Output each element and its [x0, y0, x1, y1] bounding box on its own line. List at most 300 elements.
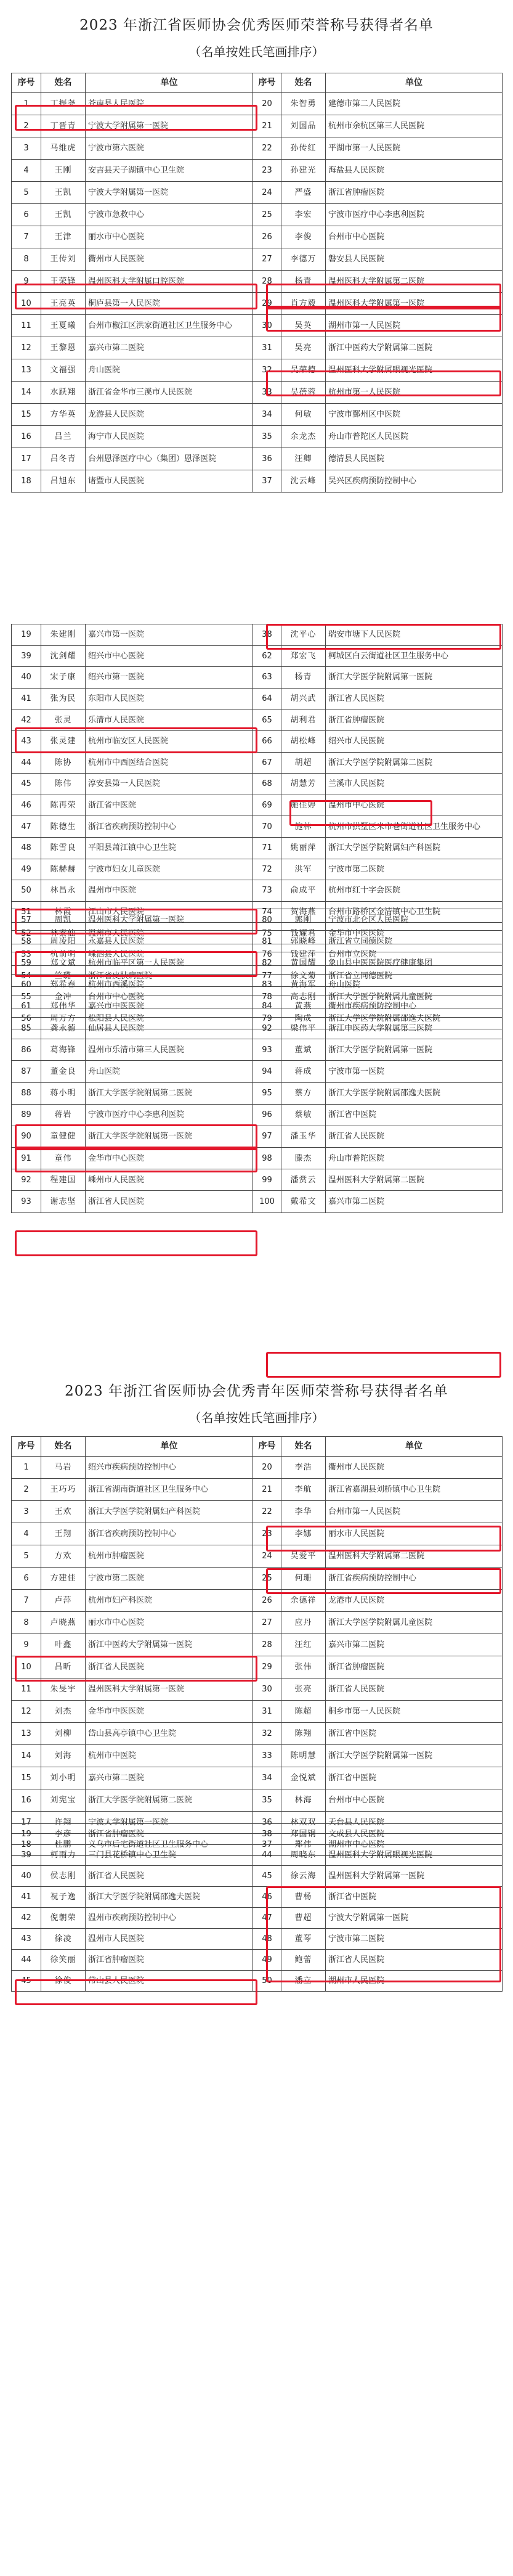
row-number: 73: [253, 880, 281, 902]
person-name: 黄国耀: [281, 952, 326, 974]
row-number: 47: [12, 816, 41, 838]
row-number: 36: [253, 1812, 281, 1834]
person-name: 何敏: [281, 404, 326, 426]
table-row: [12, 1908, 503, 1929]
person-name: 方欢: [41, 1545, 86, 1568]
person-name: 侯志刚: [41, 1866, 86, 1887]
row-number: 47: [253, 1908, 281, 1929]
table-row: [12, 1634, 503, 1656]
row-number: 48: [253, 1929, 281, 1950]
row-number: 26: [253, 1590, 281, 1612]
table-row: [12, 404, 503, 426]
person-name: 周凌阳: [41, 931, 86, 952]
person-name: 吕冬青: [41, 448, 86, 470]
work-unit: 宁波市北仑区人民医院: [326, 909, 503, 931]
person-name: 徐笑丽: [41, 1950, 86, 1971]
person-name: 张灵: [41, 709, 86, 731]
person-name: 沈云峰: [281, 470, 326, 493]
row-number: 41: [12, 688, 41, 709]
table-row: [12, 1082, 503, 1104]
row-number: 62: [253, 645, 281, 667]
row-number: 72: [253, 859, 281, 880]
person-name: 王凯: [41, 182, 86, 204]
row-number: 29: [253, 293, 281, 315]
table-row: [12, 645, 503, 667]
row-number: 13: [12, 1723, 41, 1745]
row-number: 88: [12, 1082, 41, 1104]
person-name: 杨青: [281, 271, 326, 293]
work-unit: 温州医科大学附属第二医院: [326, 271, 503, 293]
row-number: 4: [12, 1523, 41, 1545]
work-unit: 台州市路桥区金清镇中心卫生院: [326, 901, 503, 923]
table-row: [12, 952, 503, 974]
work-unit: 宁波市鄞州区中医院: [326, 404, 503, 426]
work-unit: 宁波市第六医院: [86, 137, 253, 160]
person-name: 徐俊: [41, 1971, 86, 1992]
person-name: 黄燕: [281, 996, 326, 1017]
work-unit: 浙江省人民医院: [86, 1191, 253, 1212]
person-name: 林霞: [41, 901, 86, 923]
person-name: 刘宪宝: [41, 1789, 86, 1812]
table-row: [12, 204, 503, 226]
row-number: 100: [253, 1191, 281, 1212]
work-unit: 台州市立医院: [326, 944, 503, 965]
row-number: 1: [12, 93, 41, 115]
table-row: [12, 837, 503, 859]
work-unit: 嵊泗县人民医院: [86, 944, 253, 965]
person-name: 方华英: [41, 404, 86, 426]
work-unit: 宁波大学附属第一医院: [86, 1812, 253, 1834]
person-name: 陈伟: [41, 774, 86, 795]
person-name: 王黎恩: [41, 337, 86, 359]
work-unit: 海宁市人民医院: [86, 426, 253, 448]
work-unit: 诸暨市人民医院: [86, 470, 253, 493]
row-number: 77: [253, 965, 281, 987]
person-name: 潘赏云: [281, 1169, 326, 1191]
work-unit: 杭州市西溪医院: [86, 974, 253, 996]
row-number: 34: [253, 1767, 281, 1789]
table-row: [12, 1126, 503, 1147]
row-number: 70: [253, 816, 281, 838]
person-name: 滕杰: [281, 1148, 326, 1169]
work-unit: 浙江大学医学院附属邵逸夫医院: [326, 1082, 503, 1104]
person-name: 刘小明: [41, 1767, 86, 1789]
table-row: [12, 752, 503, 774]
row-number: 3: [12, 137, 41, 160]
table-row: [12, 1457, 503, 1479]
person-name: 水跃翔: [41, 382, 86, 404]
person-name: 郑宏飞: [281, 645, 326, 667]
work-unit: 杭州市余杭区第三人民医院: [326, 115, 503, 137]
work-unit: 浙江省湖南街道社区卫生服务中心: [86, 1479, 253, 1501]
row-number: 39: [12, 645, 41, 667]
work-unit: 浙江大学医学院附属第二医院: [86, 1789, 253, 1812]
work-unit: 温州医科大学附属口腔医院: [86, 271, 253, 293]
person-name: 刘国品: [281, 115, 326, 137]
person-name: 郑希春: [41, 974, 86, 996]
work-unit: 松阳县人民医院: [86, 1008, 253, 1029]
person-name: 潘玉华: [281, 1126, 326, 1147]
person-name: 施林: [281, 816, 326, 838]
work-unit: 浙江省人民医院: [326, 1126, 503, 1147]
person-name: 王传刘: [41, 248, 86, 271]
table-row: [12, 1767, 503, 1789]
row-number: 67: [253, 752, 281, 774]
work-unit: 吴兴区疾病预防控制中心: [326, 470, 503, 493]
row-number: 35: [253, 426, 281, 448]
header-name: 姓名: [41, 73, 86, 93]
row-number: 26: [253, 226, 281, 248]
table-row: [12, 93, 503, 115]
person-name: 吴蓓蓉: [281, 382, 326, 404]
work-unit: 浙江省人民医院: [326, 1950, 503, 1971]
person-name: 洪军: [281, 859, 326, 880]
header-unit: 单位: [326, 1437, 503, 1457]
row-number: 7: [12, 1590, 41, 1612]
person-name: 宋子康: [41, 667, 86, 689]
table-row: [12, 1723, 503, 1745]
work-unit: 岱山县高亭镇中心卫生院: [86, 1723, 253, 1745]
work-unit: 浙江省皮肤病医院: [86, 965, 253, 987]
person-name: 汪红: [281, 1634, 326, 1656]
person-name: 周晓东: [281, 1845, 326, 1866]
row-number: 46: [253, 1887, 281, 1908]
work-unit: 嘉兴市第二医院: [86, 1767, 253, 1789]
table-row: [12, 859, 503, 880]
row-number: 52: [12, 923, 41, 944]
person-name: 张伟: [281, 1656, 326, 1678]
work-unit: 嘉兴市第二医院: [86, 337, 253, 359]
row-number: 89: [12, 1104, 41, 1126]
table-row: [12, 1061, 503, 1082]
row-number: 17: [12, 448, 41, 470]
person-name: 董琴: [281, 1929, 326, 1950]
table-row: [12, 1745, 503, 1767]
row-number: 22: [253, 137, 281, 160]
table-row: [12, 1568, 503, 1590]
person-name: 丁晋青: [41, 115, 86, 137]
row-number: 5: [12, 182, 41, 204]
work-unit: 温州医科大学附属眼视光医院: [326, 1845, 503, 1866]
work-unit: 温州医科大学附属第一医院: [86, 909, 253, 931]
table-row: [12, 931, 503, 952]
work-unit: 台州恩泽医疗中心（集团）恩泽医院: [86, 448, 253, 470]
work-unit: 舟山医院: [326, 974, 503, 996]
person-name: 李浩: [281, 1457, 326, 1479]
person-name: 鲍蕾: [281, 1950, 326, 1971]
work-unit: 温州医科大学附属第二医院: [326, 1169, 503, 1191]
row-number: 45: [253, 1866, 281, 1887]
row-number: 50: [12, 880, 41, 902]
person-name: 陈超: [281, 1701, 326, 1723]
row-number: 87: [12, 1061, 41, 1082]
header-unit: 单位: [86, 73, 253, 93]
work-unit: 温州市疾病预防控制中心: [86, 1908, 253, 1929]
person-name: 蒋小明: [41, 1082, 86, 1104]
row-number: 51: [12, 901, 41, 923]
person-name: 葛海锋: [41, 1039, 86, 1061]
row-number: 54: [12, 965, 41, 987]
work-unit: 浙江省人民医院: [86, 1656, 253, 1678]
highlight-frame: [15, 1230, 257, 1256]
person-name: 马岩: [41, 1457, 86, 1479]
row-number: 82: [253, 952, 281, 974]
work-unit: 东阳市人民医院: [86, 688, 253, 709]
work-unit: 兰溪市人民医院: [326, 774, 503, 795]
work-unit: 龙游县人民医院: [86, 404, 253, 426]
table-row: [12, 271, 503, 293]
work-unit: 温州市中医院: [86, 880, 253, 902]
person-name: 徐文菊: [281, 965, 326, 987]
row-number: 35: [253, 1789, 281, 1812]
person-name: 徐凌: [41, 1929, 86, 1950]
person-name: 曹杨: [281, 1887, 326, 1908]
work-unit: 永嘉县人民医院: [86, 931, 253, 952]
table-row: [12, 426, 503, 448]
person-name: 王津: [41, 226, 86, 248]
table-row: [12, 1678, 503, 1701]
row-number: 44: [12, 1950, 41, 1971]
person-name: 王凯: [41, 204, 86, 226]
row-number: 25: [253, 204, 281, 226]
table-row: [12, 816, 503, 838]
row-number: 27: [253, 248, 281, 271]
row-number: 44: [253, 1845, 281, 1866]
person-name: 朱旻宇: [41, 1678, 86, 1701]
person-name: 董斌: [281, 1039, 326, 1061]
person-name: 刘杰: [41, 1701, 86, 1723]
work-unit: 浙江大学医学院附属第一医院: [326, 1039, 503, 1061]
row-number: 34: [253, 404, 281, 426]
row-number: 93: [12, 1191, 41, 1212]
row-number: 37: [253, 1834, 281, 1856]
table-row: [12, 1148, 503, 1169]
row-number: 43: [12, 730, 41, 752]
row-number: 16: [12, 1789, 41, 1812]
person-name: 杭前明: [41, 944, 86, 965]
header-name: 姓名: [281, 73, 326, 93]
row-number: 64: [253, 688, 281, 709]
page-subtitle-2: （名单按姓氏笔画排序）: [188, 1410, 325, 1425]
table-row: [12, 1104, 503, 1126]
work-unit: 磐安县人民医院: [326, 248, 503, 271]
person-name: 徐云海: [281, 1866, 326, 1887]
row-number: 23: [253, 1523, 281, 1545]
work-unit: 乐清市人民医院: [86, 709, 253, 731]
row-number: 75: [253, 923, 281, 944]
person-name: 戴希文: [281, 1191, 326, 1212]
work-unit: 浙江中医药大学附属第一医院: [86, 1634, 253, 1656]
person-name: 童伟: [41, 1148, 86, 1169]
row-number: 2: [12, 1479, 41, 1501]
person-name: 蒋岩: [41, 1104, 86, 1126]
row-number: 19: [12, 624, 41, 646]
work-unit: 温州市乐清市第三人民医院: [86, 1039, 253, 1061]
table-row: [12, 1590, 503, 1612]
row-number: 28: [253, 1634, 281, 1656]
table-row: [12, 1887, 503, 1908]
person-name: 胡利君: [281, 709, 326, 731]
work-unit: 浙江大学医学院附属儿童医院: [326, 987, 503, 1008]
row-number: 61: [12, 996, 41, 1017]
person-name: 应丹: [281, 1612, 326, 1634]
work-unit: 浙江大学医学院附属第一医院: [326, 667, 503, 689]
person-name: 王亮英: [41, 293, 86, 315]
row-number: 6: [12, 204, 41, 226]
table-row: [12, 688, 503, 709]
row-number: 30: [253, 1678, 281, 1701]
table-row: [12, 470, 503, 493]
person-name: 梁伟平: [281, 1017, 326, 1039]
row-number: 11: [12, 1678, 41, 1701]
person-name: 王刚: [41, 160, 86, 182]
table-row: [12, 293, 503, 315]
row-number: 42: [12, 1908, 41, 1929]
person-name: 陈再荣: [41, 795, 86, 816]
person-name: 严盛: [281, 182, 326, 204]
work-unit: 浙江大学医学院附属第二医院: [86, 1082, 253, 1104]
row-number: 41: [12, 1887, 41, 1908]
person-name: 陈协: [41, 752, 86, 774]
row-number: 18: [12, 1834, 41, 1856]
person-name: 郑国钢: [281, 1824, 326, 1845]
row-number: 33: [253, 1745, 281, 1767]
work-unit: 浙江省金华市三溪市人民医院: [86, 382, 253, 404]
row-number: 71: [253, 837, 281, 859]
row-number: 56: [12, 1008, 41, 1029]
row-number: 4: [12, 160, 41, 182]
table-row: [12, 730, 503, 752]
person-name: 杨青: [281, 667, 326, 689]
work-unit: 嘉兴市第一医院: [86, 624, 253, 646]
person-name: 董金良: [41, 1061, 86, 1082]
table-row: [12, 974, 503, 996]
person-name: 张灵建: [41, 730, 86, 752]
work-unit: 浙江省人民医院: [326, 688, 503, 709]
work-unit: 浙江省中医院: [326, 1767, 503, 1789]
row-number: 33: [253, 382, 281, 404]
work-unit: 舟山市普陀医院: [326, 1148, 503, 1169]
row-number: 90: [12, 1126, 41, 1147]
row-number: 14: [12, 1745, 41, 1767]
person-name: 林昌永: [41, 880, 86, 902]
row-number: 80: [253, 909, 281, 931]
work-unit: 台州市中心医院: [86, 987, 253, 1008]
row-number: 24: [253, 1545, 281, 1568]
table-row: [12, 359, 503, 382]
roster-table-5: [11, 1823, 502, 1992]
row-number: 60: [12, 974, 41, 996]
person-name: 钱建萍: [281, 944, 326, 965]
work-unit: 台州市中心医院: [326, 1789, 503, 1812]
person-name: 李娜: [281, 1523, 326, 1545]
person-name: 吴英: [281, 315, 326, 337]
person-name: 吕旭东: [41, 470, 86, 493]
work-unit: 浙江省肿瘤医院: [326, 709, 503, 731]
table-row: [12, 1523, 503, 1545]
person-name: 林素仙: [41, 923, 86, 944]
table-row: [12, 1169, 503, 1191]
person-name: 王荣锋: [41, 271, 86, 293]
work-unit: 杭州市中医院: [86, 1745, 253, 1767]
row-number: 42: [12, 709, 41, 731]
work-unit: 海盐县人民医院: [326, 160, 503, 182]
row-number: 22: [253, 1501, 281, 1523]
work-unit: 湖州市中心医院: [326, 1834, 503, 1856]
work-unit: 象山县中医医院医疗健康集团: [326, 952, 503, 974]
person-name: 杜鹏: [41, 1834, 86, 1856]
row-number: 27: [253, 1612, 281, 1634]
person-name: 郑伟华: [41, 996, 86, 1017]
work-unit: 浙江省肿瘤医院: [326, 1656, 503, 1678]
work-unit: 浙江省中医院: [326, 1887, 503, 1908]
row-number: 3: [12, 1501, 41, 1523]
row-number: 96: [253, 1104, 281, 1126]
work-unit: 绍兴市人民医院: [326, 730, 503, 752]
work-unit: 宁波市第二医院: [326, 859, 503, 880]
row-number: 25: [253, 1568, 281, 1590]
person-name: 肖方毅: [281, 293, 326, 315]
table-row: [12, 1824, 503, 1845]
table-row: [12, 337, 503, 359]
row-number: 2: [12, 115, 41, 137]
row-number: 36: [253, 448, 281, 470]
person-name: 龚永德: [41, 1017, 86, 1039]
row-number: 53: [12, 944, 41, 965]
work-unit: 浙江省人民医院: [326, 1678, 503, 1701]
person-name: 余德祥: [281, 1590, 326, 1612]
row-number: 15: [12, 1767, 41, 1789]
work-unit: 瑞安市塘下人民医院: [326, 624, 503, 646]
work-unit: 浙江中医药大学附属第二医院: [326, 337, 503, 359]
person-name: 贺海燕: [281, 901, 326, 923]
work-unit: 宁波市妇女儿童医院: [86, 859, 253, 880]
row-number: 12: [12, 1701, 41, 1723]
table-row: [12, 315, 503, 337]
work-unit: 湖州市人民医院: [326, 1971, 503, 1992]
work-unit: 舟山医院: [86, 1061, 253, 1082]
work-unit: 杭州市妇产科医院: [86, 1590, 253, 1612]
table-row: [12, 1789, 503, 1812]
work-unit: 天台县人民医院: [326, 1812, 503, 1834]
work-unit: 杭州市拱墅区米市巷街道社区卫生服务中心: [326, 816, 503, 838]
work-unit: 浙江大学医学院附属邵逸夫医院: [326, 1008, 503, 1029]
work-unit: 温州市中心医院: [326, 795, 503, 816]
work-unit: 桐庐县第一人民医院: [86, 293, 253, 315]
row-number: 65: [253, 709, 281, 731]
table-row: [12, 909, 503, 931]
row-number: 98: [253, 1148, 281, 1169]
person-name: 王巧巧: [41, 1479, 86, 1501]
table-row: [12, 1971, 503, 1992]
person-name: 胡兴武: [281, 688, 326, 709]
row-number: 49: [253, 1950, 281, 1971]
person-name: 李彦: [41, 1824, 86, 1845]
row-number: 93: [253, 1039, 281, 1061]
row-number: 68: [253, 774, 281, 795]
table-row: [12, 1845, 503, 1866]
table-row: [12, 248, 503, 271]
row-number: 9: [12, 271, 41, 293]
work-unit: 平湖市第一人民医院: [326, 137, 503, 160]
header-unit: 单位: [86, 1437, 253, 1457]
person-name: 文福强: [41, 359, 86, 382]
person-name: 余龙杰: [281, 426, 326, 448]
work-unit: 浙江大学医学院附属第二医院: [326, 752, 503, 774]
work-unit: 宁波市医疗中心李惠利医院: [86, 1104, 253, 1126]
row-number: 14: [12, 382, 41, 404]
work-unit: 温州医科大学附属第一医院: [326, 293, 503, 315]
